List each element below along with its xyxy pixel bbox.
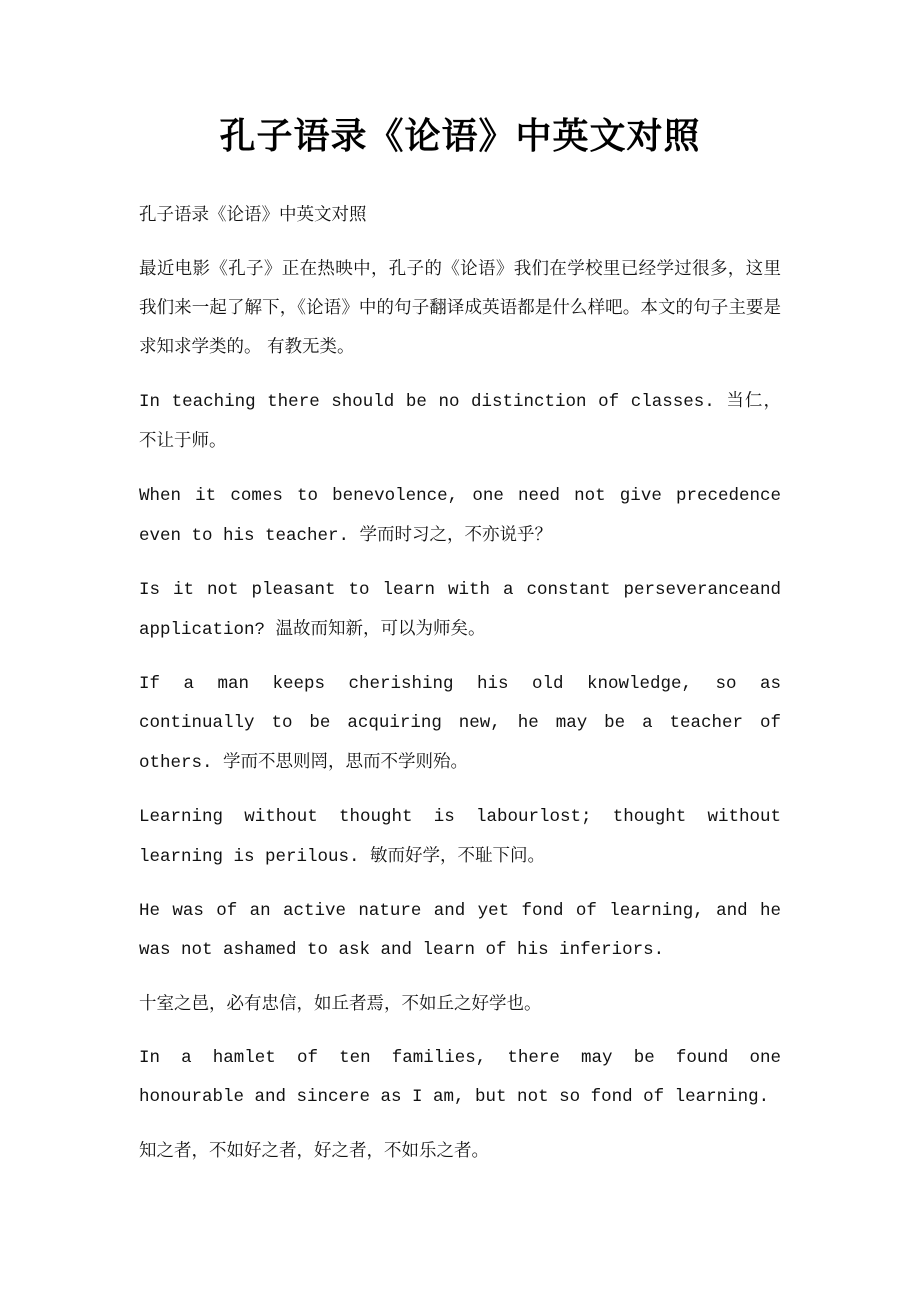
paragraph-text-cn: 温故而知新，可以为师矣。: [275, 619, 486, 639]
paragraph-text-en: In a hamlet of ten families, there may be found one honourable and sincere as I am, but not so fond of learning.: [139, 1048, 781, 1107]
paragraph-text-en: If a man keeps cherishing his old knowledge, so as continually to be acquiring new, he may be a teacher of others.: [139, 674, 781, 773]
paragraph-text-cn: 知之者，不如好之者，好之者，不如乐之者。: [139, 1141, 489, 1161]
paragraph-quote: [139, 892, 781, 970]
paragraph-quote: [139, 985, 781, 1024]
paragraph-quote: [139, 382, 781, 462]
paragraph-text-cn: 最近电影《孔子》正在热映中，孔子的《论语》我们在学校里已经学过很多，这里我们来一起了解下，《论语》中的句子翻译成英语都是什么样吧。本文的句子主要是求知求学类的。 有教无类。: [139, 259, 781, 357]
paragraph-quote: [139, 1039, 781, 1117]
paragraph-quote: [139, 798, 781, 877]
paragraph-text-cn: 敏而好学，不耻下问。: [370, 846, 546, 866]
paragraph-text-en: Is it not pleasant to learn with a constant perseveranceand application?: [139, 580, 781, 640]
paragraph-quote: [139, 665, 781, 783]
paragraph-quote: [139, 571, 781, 650]
paragraph-quote: [139, 477, 781, 556]
paragraph-text-cn: 当仁，不让于师。: [139, 391, 781, 451]
paragraph-text-cn: 孔子语录《论语》中英文对照: [139, 205, 367, 225]
paragraph-intro: [139, 250, 781, 367]
paragraph-text-en: He was of an active nature and yet fond of learning, and he was not ashamed to ask and learn of his inferiors.: [139, 901, 781, 960]
paragraph-text-en: Learning without thought is labourlost; thought without learning is perilous.: [139, 807, 781, 867]
paragraph-text-cn: 十室之邑，必有忠信，如丘者焉，不如丘之好学也。: [139, 994, 542, 1014]
document-body: [139, 196, 781, 1186]
paragraph-subtitle: [139, 196, 781, 235]
document-title: 孔子语录《论语》中英文对照: [219, 115, 701, 157]
paragraph-text-cn: 学而时习之，不亦说乎？: [359, 525, 553, 545]
paragraph-quote: [139, 1132, 781, 1171]
paragraph-text-en: In teaching there should be no distinction of classes.: [139, 392, 727, 412]
paragraph-text-cn: 学而不思则罔，思而不学则殆。: [223, 752, 469, 772]
paragraph-text-en: When it comes to benevolence, one need not give precedence even to his teacher.: [139, 486, 781, 546]
